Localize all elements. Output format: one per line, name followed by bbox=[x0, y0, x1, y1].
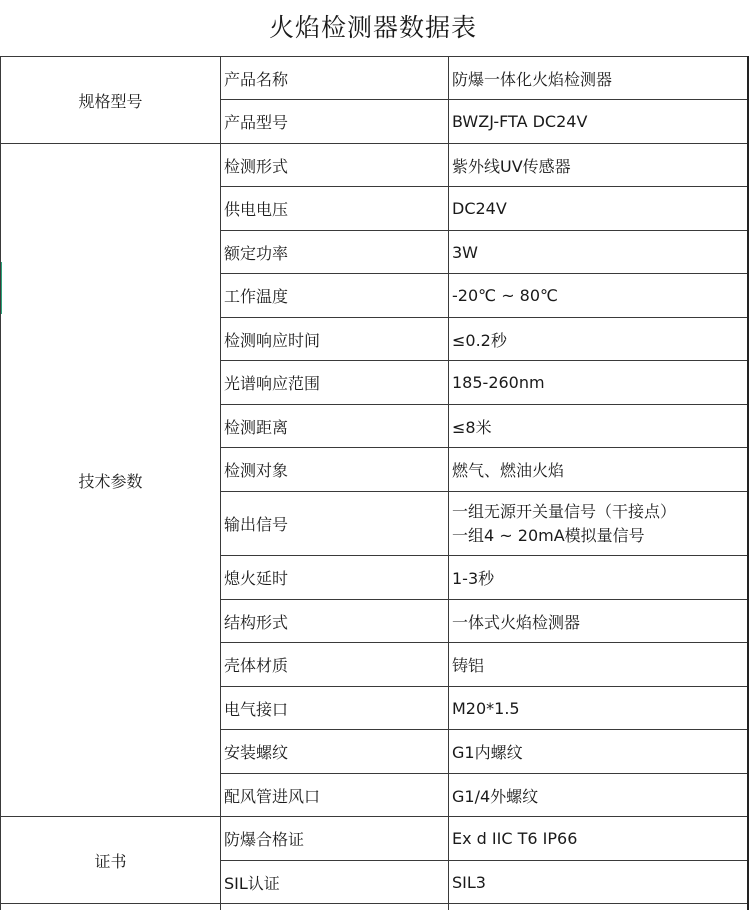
row-label: 电气接口 bbox=[221, 687, 449, 730]
row-value: Ex d IIC T6 IP66 bbox=[449, 817, 748, 861]
row-value: DC24V bbox=[449, 187, 748, 231]
row-label: 产品名称 bbox=[221, 57, 449, 100]
table-row bbox=[1, 57, 748, 100]
table-row bbox=[1, 817, 748, 861]
row-value: SIL3 bbox=[449, 861, 748, 904]
cell-empty bbox=[449, 904, 748, 911]
row-label: 壳体材质 bbox=[221, 643, 449, 687]
row-value: 185-260nm bbox=[449, 361, 748, 405]
row-label: 结构形式 bbox=[221, 600, 449, 643]
group-label-tech: 技术参数 bbox=[1, 144, 221, 817]
page-title: 火焰检测器数据表 bbox=[268, 13, 477, 42]
row-value: 紫外线UV传感器 bbox=[449, 144, 748, 187]
table-row-partial bbox=[1, 904, 748, 911]
row-label: 防爆合格证 bbox=[221, 817, 449, 861]
row-label: 检测响应时间 bbox=[221, 318, 449, 361]
row-label: 供电电压 bbox=[221, 187, 449, 231]
row-label: SIL认证 bbox=[221, 861, 449, 904]
row-value: 3W bbox=[449, 231, 748, 274]
group-label-spec: 规格型号 bbox=[1, 57, 221, 144]
row-value: 铸铝 bbox=[449, 643, 748, 687]
row-label: 检测对象 bbox=[221, 448, 449, 492]
row-value: -20℃ ~ 80℃ bbox=[449, 274, 748, 318]
row-value: G1内螺纹 bbox=[449, 730, 748, 774]
row-label: 额定功率 bbox=[221, 231, 449, 274]
row-value: 燃气、燃油火焰 bbox=[449, 448, 748, 492]
row-value bbox=[449, 492, 748, 556]
row-value: M20*1.5 bbox=[449, 687, 748, 730]
spec-table bbox=[0, 56, 749, 910]
row-label: 安装螺纹 bbox=[221, 730, 449, 774]
row-label: 配风管进风口 bbox=[221, 774, 449, 817]
row-value: 一体式火焰检测器 bbox=[449, 600, 748, 643]
row-value: 1-3秒 bbox=[449, 556, 748, 600]
row-value: BWZJ-FTA DC24V bbox=[449, 100, 748, 144]
group-label-cert: 证书 bbox=[1, 817, 221, 904]
row-label: 输出信号 bbox=[221, 492, 449, 556]
output-signal-line-2: 一组4 ~ 20mA模拟量信号 bbox=[452, 525, 645, 545]
row-value: G1/4外螺纹 bbox=[449, 774, 748, 817]
row-label: 工作温度 bbox=[221, 274, 449, 318]
row-value: 防爆一体化火焰检测器 bbox=[449, 57, 748, 100]
row-label: 熄火延时 bbox=[221, 556, 449, 600]
row-label: 检测距离 bbox=[221, 405, 449, 448]
output-signal-line-1: 一组无源开关量信号（干接点） bbox=[452, 501, 677, 521]
table-row bbox=[1, 144, 748, 187]
row-label: 产品型号 bbox=[221, 100, 449, 144]
cell-empty bbox=[221, 904, 449, 911]
row-value: ≤8米 bbox=[449, 405, 748, 448]
row-value: ≤0.2秒 bbox=[449, 318, 748, 361]
cell-empty bbox=[1, 904, 221, 911]
row-label: 检测形式 bbox=[221, 144, 449, 187]
row-label: 光谱响应范围 bbox=[221, 361, 449, 405]
